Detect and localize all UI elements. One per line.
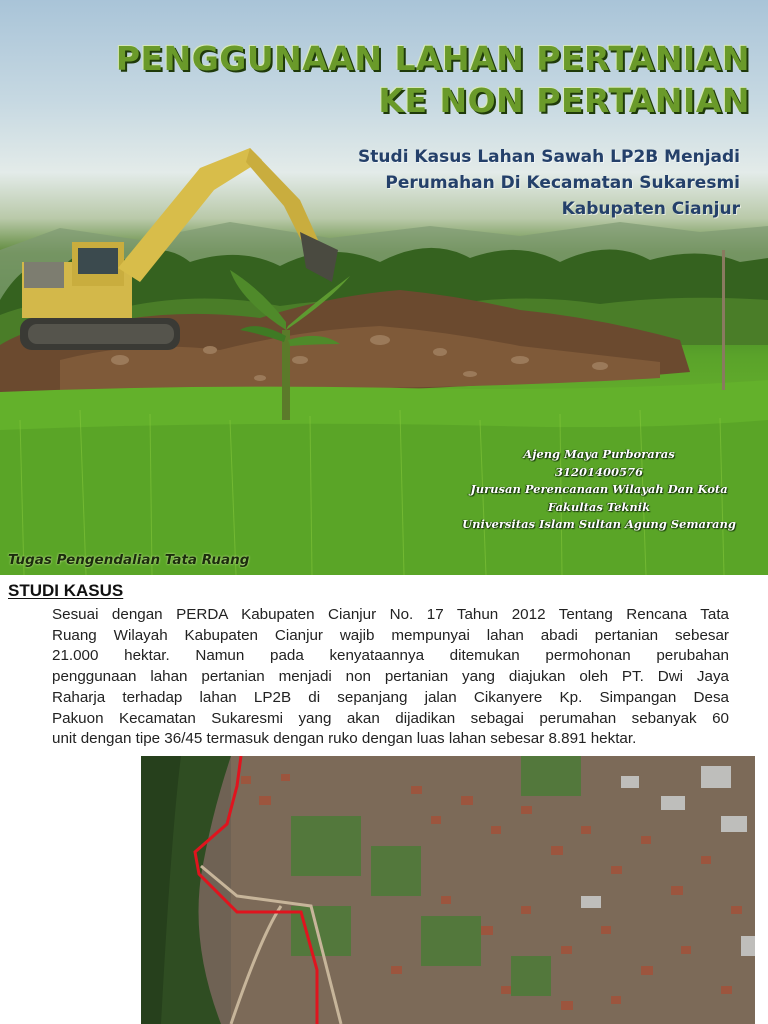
aerial-map (141, 756, 755, 1024)
author-block (444, 446, 754, 534)
paragraph-line: Raharja terhadap lahan LP2B di sepanjang jalan Cikanyere Kp. Simpangan Desa (52, 688, 729, 706)
subtitle-line: Perumahan Di Kecamatan Sukaresmi (385, 173, 740, 193)
subtitle-line: Studi Kasus Lahan Sawah LP2B Menjadi (358, 147, 740, 167)
cover-title (30, 38, 750, 122)
paragraph-line: penggunaan lahan pertanian menjadi non pertanian yang diajukan oleh PT. Dwi Jaya (52, 668, 729, 686)
faculty: Fakultas Teknik (547, 499, 651, 514)
cover-title-line-2: KE NON PERTANIAN (378, 81, 750, 120)
case-study-paragraph (52, 605, 729, 750)
department: Jurusan Perencanaan Wilayah Dan Kota (470, 482, 728, 496)
paragraph-line: Pakuon Kecamatan Sukaresmi yang akan dijadikan sebagai perumahan sebanyak 60 (52, 709, 729, 727)
author-name: Ajeng Maya Purboraras (523, 447, 675, 461)
cover-title-line-1: PENGGUNAAN LAHAN PERTANIAN (115, 39, 750, 78)
cover-subtitle (220, 144, 740, 222)
satellite-image (141, 756, 755, 1024)
paragraph-line: Ruang Wilayah Kabupaten Cianjur wajib mempunyai lahan abadi pertanian sebesar (52, 626, 729, 644)
paragraph-line: 21.000 hektar. Namun pada kenyataannya ditemukan permohonan perubahan (52, 647, 729, 665)
paragraph-line: Sesuai dengan PERDA Kabupaten Cianjur No. 17 Tahun 2012 Tentang Rencana Tata (52, 606, 729, 623)
university: Universitas Islam Sultan Agung Semarang (462, 517, 736, 531)
course-name: Tugas Pengendalian Tata Ruang (8, 552, 250, 568)
section-heading: STUDI KASUS (8, 581, 124, 600)
subtitle-line: Kabupaten Cianjur (561, 199, 740, 219)
student-id: 31201400576 (554, 464, 644, 479)
paragraph-line: unit dengan tipe 36/45 termasuk dengan ruko dengan luas lahan sebesar 8.891 hektar. (52, 730, 637, 748)
